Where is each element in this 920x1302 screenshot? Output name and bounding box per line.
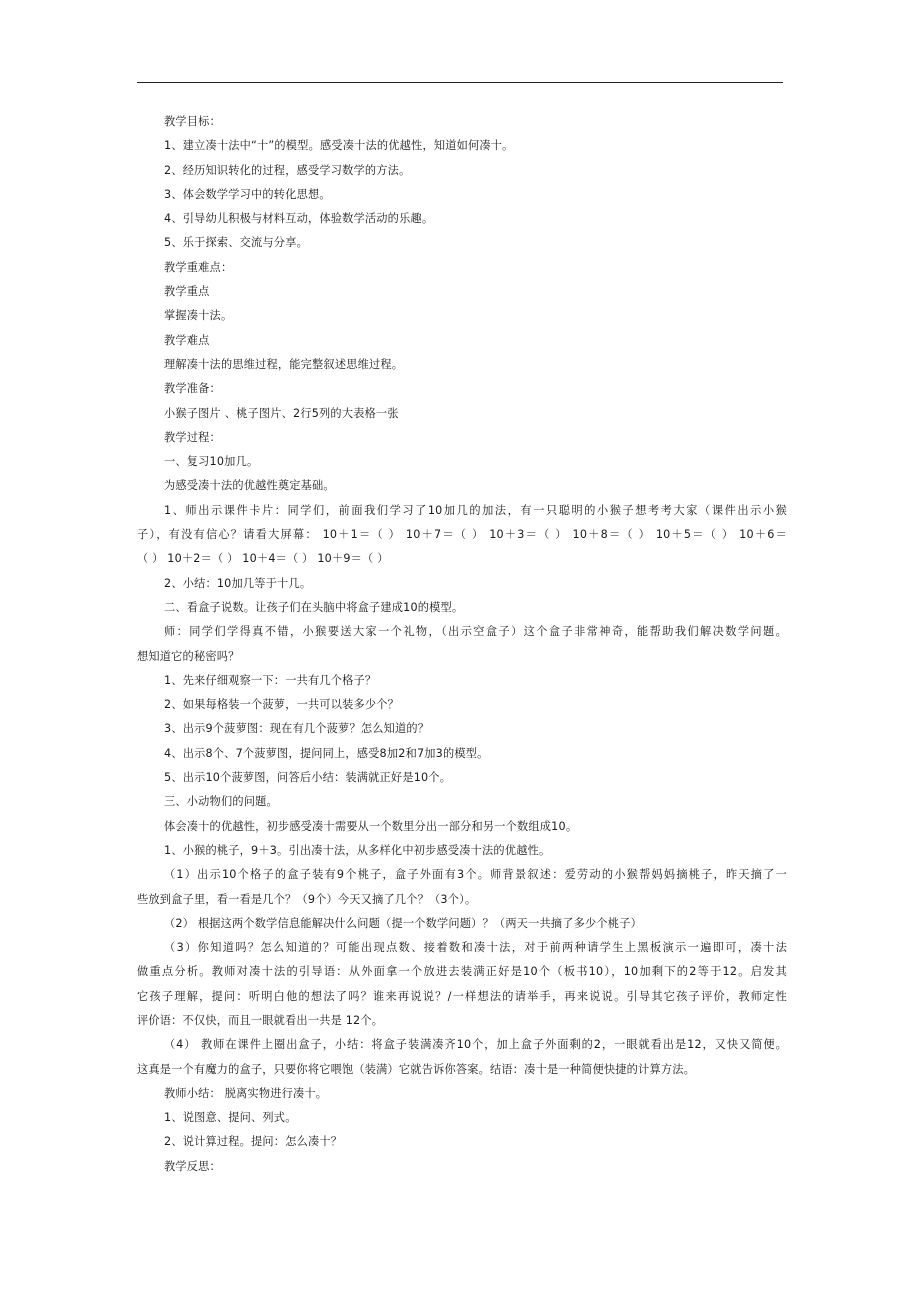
text-line: 1、先来仔细观察一下：一共有几个格子？ [164,673,377,687]
text-line: 教学准备： [164,382,221,396]
text-line: 些放到盒子里，看一看是几个？（9个）今天又摘了几个？（3个）。 [137,892,477,906]
text-line: 教师小结： 脱离实物进行凑十。 [164,1086,328,1100]
text-line: 教学重难点： [164,260,233,274]
text-line: （2） 根据这两个数学信息能解决什么问题（提一个数学问题）？（两天一共摘了多少个桃子） [164,916,642,930]
text-line: 体会凑十的优越性，初步感受凑十需要从一个数里分出一部分和另一个数组成10。 [164,819,578,833]
text-line: 教学难点 [164,333,210,347]
text-line: 5、出示10个菠萝图，问答后小结：装满就正好是10个。 [164,771,452,785]
text-line: 做重点分析。教师对凑十法的引导语：从外面拿一个放进去装满正好是10个（板书10），10加剩下的2等于12。启发其 [137,965,787,979]
text-line: 1、说图意、提问、列式。 [164,1111,297,1125]
text-line: 4、出示8个、7个菠萝图，提问同上，感受8加2和7加3的模型。 [164,746,489,760]
text-line: 1、建立凑十法中“十”的模型。感受凑十法的优越性，知道如何凑十。 [164,139,514,153]
text-line: （4） 教师在课件上圈出盒子，小结：将盒子装满凑齐10个，加上盒子外面剩的2，一眼就看出是12，又快又简便。 [164,1038,787,1052]
text-line: 子），有没有信心？请看大屏幕： 10＋1＝（ ） 10＋7＝（ ） 10＋3＝（ ） 10＋8＝（ ） 10＋5＝（ ） 10＋6＝ [137,528,787,542]
document-body [137,110,787,1179]
text-line: （ ） 10＋2＝（ ） 10＋4＝（ ） 10＋9＝（ ） [137,552,389,566]
header-rule [137,82,783,83]
text-line: 1、小猴的桃子，9＋3。引出凑十法，从多样化中初步感受凑十法的优越性。 [164,843,551,857]
text-line: 二、看盒子说数。让孩子们在头脑中将盒子建成10的模型。 [164,600,464,614]
text-line: 三、小动物们的问题。 [164,795,278,809]
text-line: 教学目标： [164,115,221,128]
text-line: 1、师出示课件卡片：同学们，前面我们学习了10加几的加法，有一只聪明的小猴子想考考大家（课件出示小猴 [164,503,787,517]
text-line: 教学重点 [164,285,210,299]
text-line: 掌握凑十法。 [164,309,233,323]
text-line: 为感受凑十法的优越性奠定基础。 [164,479,335,493]
text-line: （1）出示10个格子的盒子装有9个桃子，盒子外面有3个。师背景叙述：爱劳动的小猴帮妈妈摘桃子，昨天摘了一 [164,868,787,882]
text-line: 教学反思： [164,1159,221,1173]
text-line: 4、引导幼儿积极与材料互动，体验数学活动的乐趣。 [164,212,434,226]
text-line: 5、乐于探索、交流与分享。 [164,236,308,250]
text-line: 教学过程： [164,430,221,444]
text-line: 想知道它的秘密吗？ [137,649,240,663]
text-line: 2、小结：10加几等于十几。 [164,576,312,590]
text-line: 小猴子图片 、桃子图片、2行5列的大表格一张 [164,406,399,420]
text-line: 这真是一个有魔力的盒子，只要你将它喂饱（装满）它就告诉你答案。结语：凑十是一种简便快捷的计算方法。 [137,1062,695,1076]
text-line: （3）你知道吗？怎么知道的？可能出现点数、接着数和凑十法，对于前两种请学生上黑板演示一遍即可，凑十法 [164,941,787,955]
text-line: 它孩子理解，提问：听明白他的想法了吗？谁来再说说？/一样想法的请举手，再来说说。引导其它孩子评价，教师定性 [137,989,787,1003]
text-line: 3、体会数学学习中的转化思想。 [164,187,331,201]
text-line: 评价语：不仅快，而且一眼就看出一共是 12个。 [137,1013,384,1027]
text-line: 一、复习10加几。 [164,455,259,469]
text-line: 理解凑十法的思维过程，能完整叙述思维过程。 [164,357,404,371]
text-line: 师：同学们学得真不错，小猴要送大家一个礼物，（出示空盒子）这个盒子非常神奇，能帮助我们解决数学问题。 [164,625,787,639]
text-line: 2、经历知识转化的过程，感受学习数学的方法。 [164,163,411,177]
text-line: 3、出示9个菠萝图：现在有几个菠萝？怎么知道的？ [164,722,430,736]
text-line: 2、说计算过程。提问：怎么凑十？ [164,1135,343,1149]
text-line: 2、如果每格装一个菠萝，一共可以装多少个？ [164,698,400,712]
